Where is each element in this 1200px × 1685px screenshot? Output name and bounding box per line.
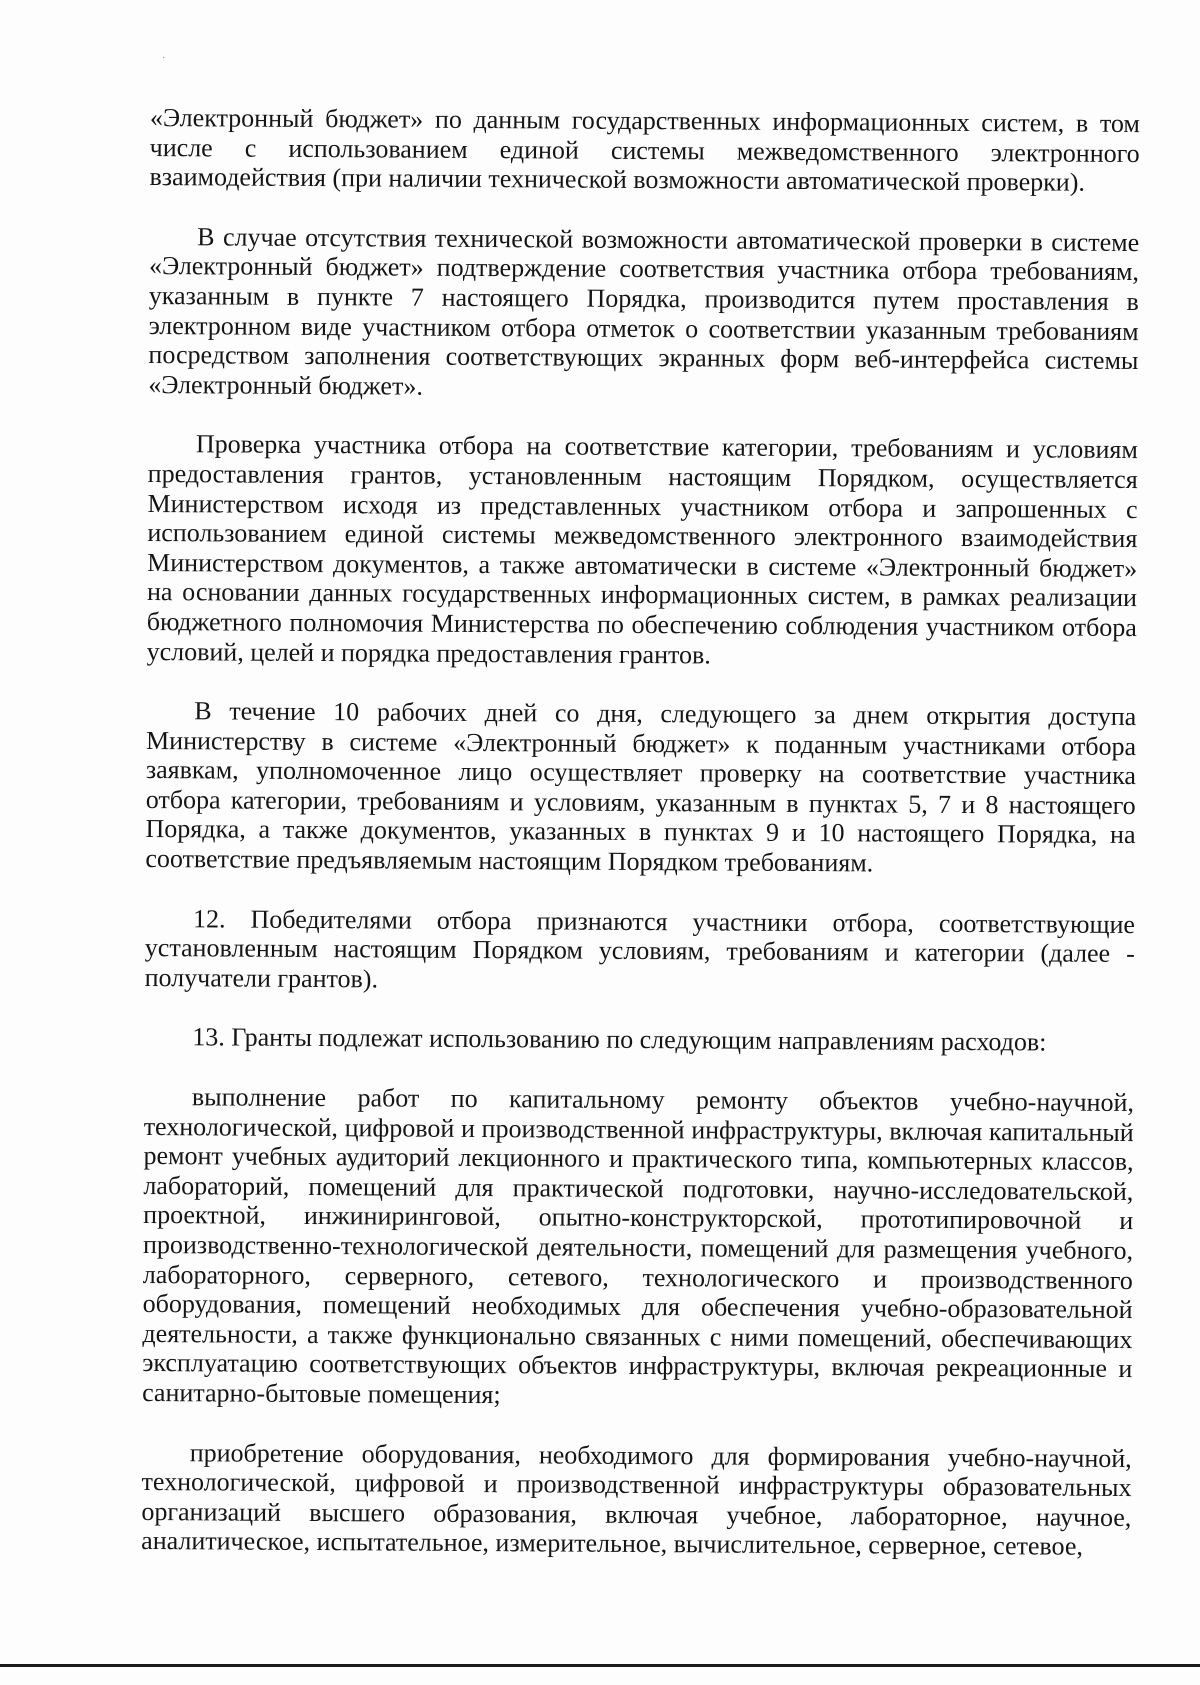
- page-bottom-rule: [0, 1664, 1200, 1667]
- paragraph-manual-check: В случае отсутствия технической возможности автоматической проверки в системе «Электронный бюджет» подтверждение соответствия участника отбора требованиям, указанным в пункте 7 настоящего Порядка, производится путем проставления в электронном виде участником отбора отметок о соответствии указанным требованиям посредством заполнения соответствующих экранных форм веб-интерфейса системы «Электронный бюджет».: [148, 222, 1140, 401]
- paragraph-review-period: В течение 10 рабочих дней со дня, следующего за днем открытия доступа Министерству в системе «Электронный бюджет» к поданным участниками отбора заявкам, уполномоченное лицо осуществляет проверку на соответствие участника отбора категории, требованиям и условиям, указанным в пунктах 5, 7 и 8 настоящего Порядка, а также документов, указанных в пунктах 9 и 10 настоящего Порядка, на соответствие предъявляемым настоящим Порядком требованиям.: [145, 696, 1137, 878]
- document-body: [141, 103, 1140, 1592]
- paragraph-capital-repair: выполнение работ по капитальному ремонту объектов учебно-научной, технологической, цифровой и производственной инфраструктуры, включая капитальный ремонт учебных аудиторий лекционного и практического типа, компьютерных классов, лабораторий, помещений для практической подготовки, научно-исследовательской, проектной, инжиниринговой, опытно-конструкторской, прототипировочной и производственно-технологической деятельности, помещений для размещения учебного, лабораторного, серверного, сетевого, технологического и производственного оборудования, помещений необходимых для обеспечения учебно-образовательной деятельности, а также функционально связанных с ними помещений, обеспечивающих эксплуатацию соответствующих объектов инфраструктуры, включая рекреационные и санитарно-бытовые помещения;: [142, 1082, 1135, 1410]
- scan-artifact: ˙: [162, 56, 166, 67]
- paragraph-equipment-purchase: приобретение оборудования, необходимого для формирования учебно-научной, технологической, цифровой и производственной инфраструктуры образовательных организаций высшего образования, включая учебное, лабораторное, научное, аналитическое, испытательное, измерительное, вычислительное, серверное, сетевое,: [141, 1437, 1132, 1562]
- paragraph-ministry-check: Проверка участника отбора на соответствие категории, требованиям и условиям предоставления грантов, установленным настоящим Порядком, осуществляется Министерством исходя из представленных участником отбора и запрошенных с использованием единой системы межведомственного электронного взаимодействия Министерством документов, а также автоматически в системе «Электронный бюджет» на основании данных государственных информационных систем, в рамках реализации бюджетного полномочия Министерства по обеспечению соблюдения участником отбора условий, целей и порядка предоставления грантов.: [146, 429, 1138, 669]
- paragraph-continuation: «Электронный бюджет» по данным государственных информационных систем, в том числе с использованием единой системы межведомственного электронного взаимодействия (при наличии технической возможности автоматической проверки).: [149, 103, 1140, 197]
- paragraph-item-12: 12. Победителями отбора признаются участники отбора, соответствующие установленным настоящим Порядком условиям, требованиям и категории (далее - получатели грантов).: [144, 903, 1136, 994]
- paragraph-item-13: 13. Гранты подлежат использованию по следующим направлениям расходов:: [192, 1022, 1047, 1057]
